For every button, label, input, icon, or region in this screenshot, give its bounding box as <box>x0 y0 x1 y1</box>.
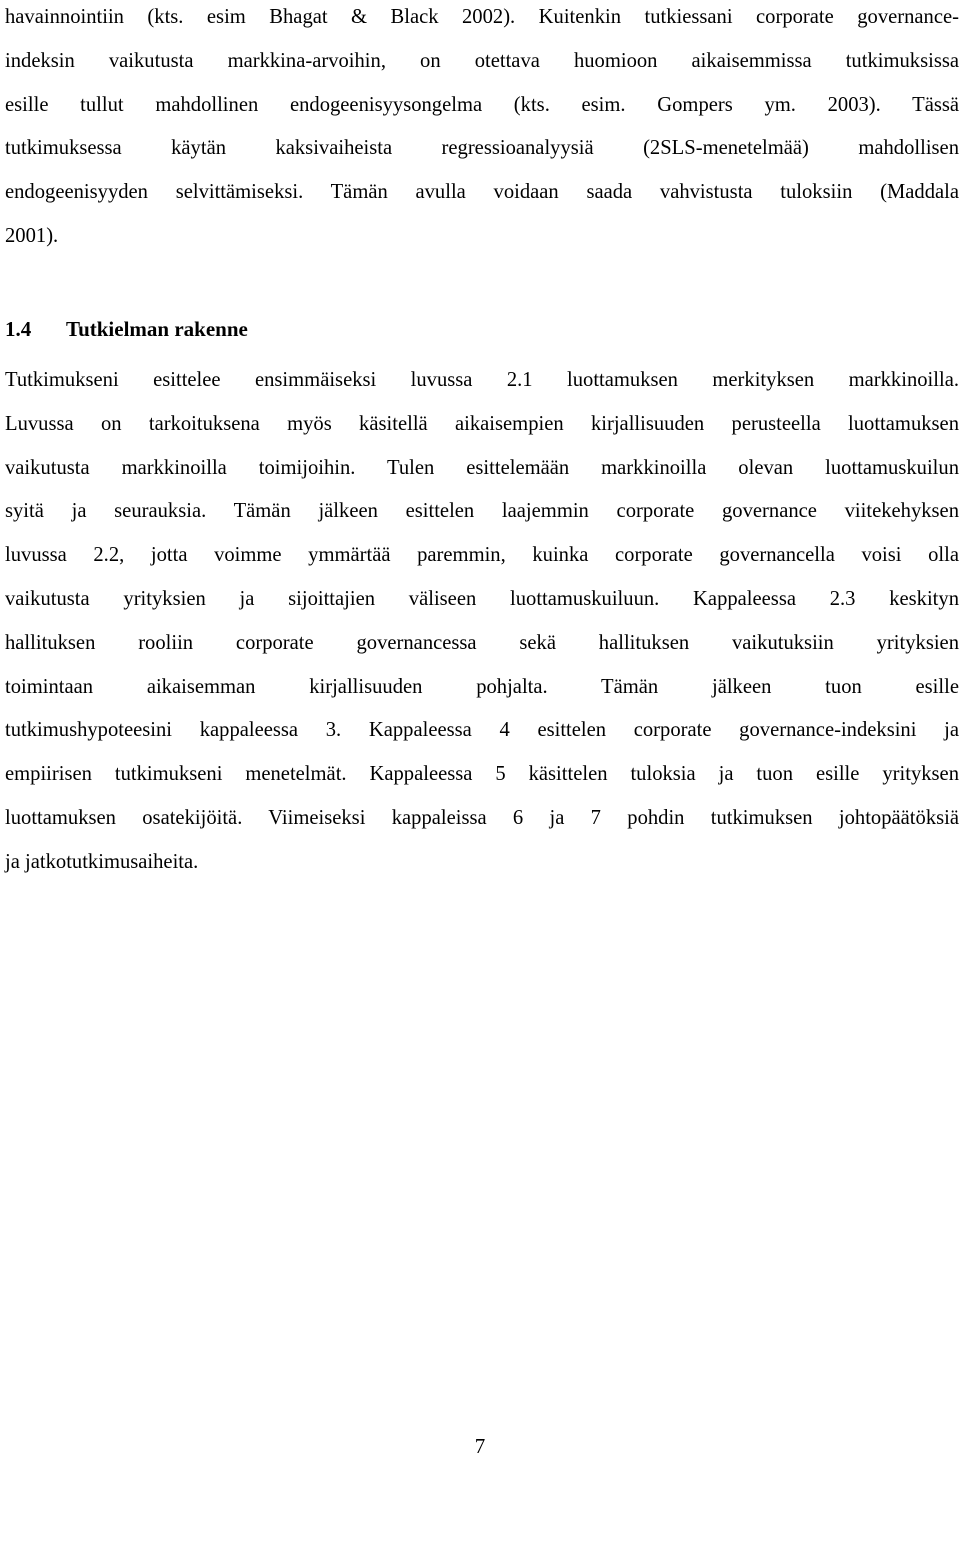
text-line: endogeenisyyden selvittämiseksi. Tämän avulla voidaan saada vahvistusta tuloksiin (Maddala <box>5 181 959 204</box>
text-line: tutkimuksessa käytän kaksivaiheista regressioanalyysiä (2SLS-menetelmää) mahdollisen <box>5 137 959 160</box>
text-line: toimintaan aikaisemman kirjallisuuden pohjalta. Tämän jälkeen tuon esille <box>5 675 959 698</box>
text-line: luvussa 2.2, jotta voimme ymmärtää paremmin, kuinka corporate governancella voisi olla <box>5 544 959 567</box>
text-line: vaikutusta yrityksien ja sijoittajien väliseen luottamuskuiluun. Kappaleessa 2.3 keskityn <box>5 587 959 610</box>
section-heading <box>5 309 248 349</box>
text-line: tutkimushypoteesini kappaleessa 3. Kappaleessa 4 esittelen corporate governance-indeksini ja <box>5 719 959 742</box>
page-number: 7 <box>474 1434 486 1458</box>
text-line: 2001). <box>5 224 59 247</box>
text-line: esille tullut mahdollinen endogeenisyysongelma (kts. esim. Gompers ym. 2003). Tässä <box>5 93 959 116</box>
section-title: Tutkielman rakenne <box>66 317 248 341</box>
section-number: 1.4 <box>5 317 32 341</box>
text-line: ja jatkotutkimusaiheita. <box>5 850 199 873</box>
text-line: luottamuksen osatekijöitä. Viimeiseksi kappaleissa 6 ja 7 pohdin tutkimuksen johtopäätöksiä <box>5 806 959 829</box>
text-line: hallituksen rooliin corporate governancessa sekä hallituksen vaikutuksiin yrityksien <box>5 631 959 654</box>
text-line: empiirisen tutkimukseni menetelmät. Kappaleessa 5 käsittelen tuloksia ja tuon esille yrityksen <box>5 763 959 786</box>
text-line: vaikutusta markkinoilla toimijoihin. Tulen esittelemään markkinoilla olevan luottamuskuilun <box>5 456 959 479</box>
text-line: syitä ja seurauksia. Tämän jälkeen esittelen laajemmin corporate governance viitekehyksen <box>5 500 959 523</box>
text-line: havainnointiin (kts. esim Bhagat & Black 2002). Kuitenkin tutkiessani corporate governance- <box>5 6 959 28</box>
text-line: Luvussa on tarkoituksena myös käsitellä aikaisempien kirjallisuuden perusteella luottamuksen <box>5 412 959 435</box>
text-line: Tutkimukseni esittelee ensimmäiseksi luvussa 2.1 luottamuksen merkityksen markkinoilla. <box>5 369 959 391</box>
body-paragraph-methodology <box>5 0 959 259</box>
text-line: indeksin vaikutusta markkina-arvoihin, on otettava huomioon aikaisemmissa tutkimuksissa <box>5 49 959 72</box>
body-paragraph-structure <box>5 359 959 885</box>
